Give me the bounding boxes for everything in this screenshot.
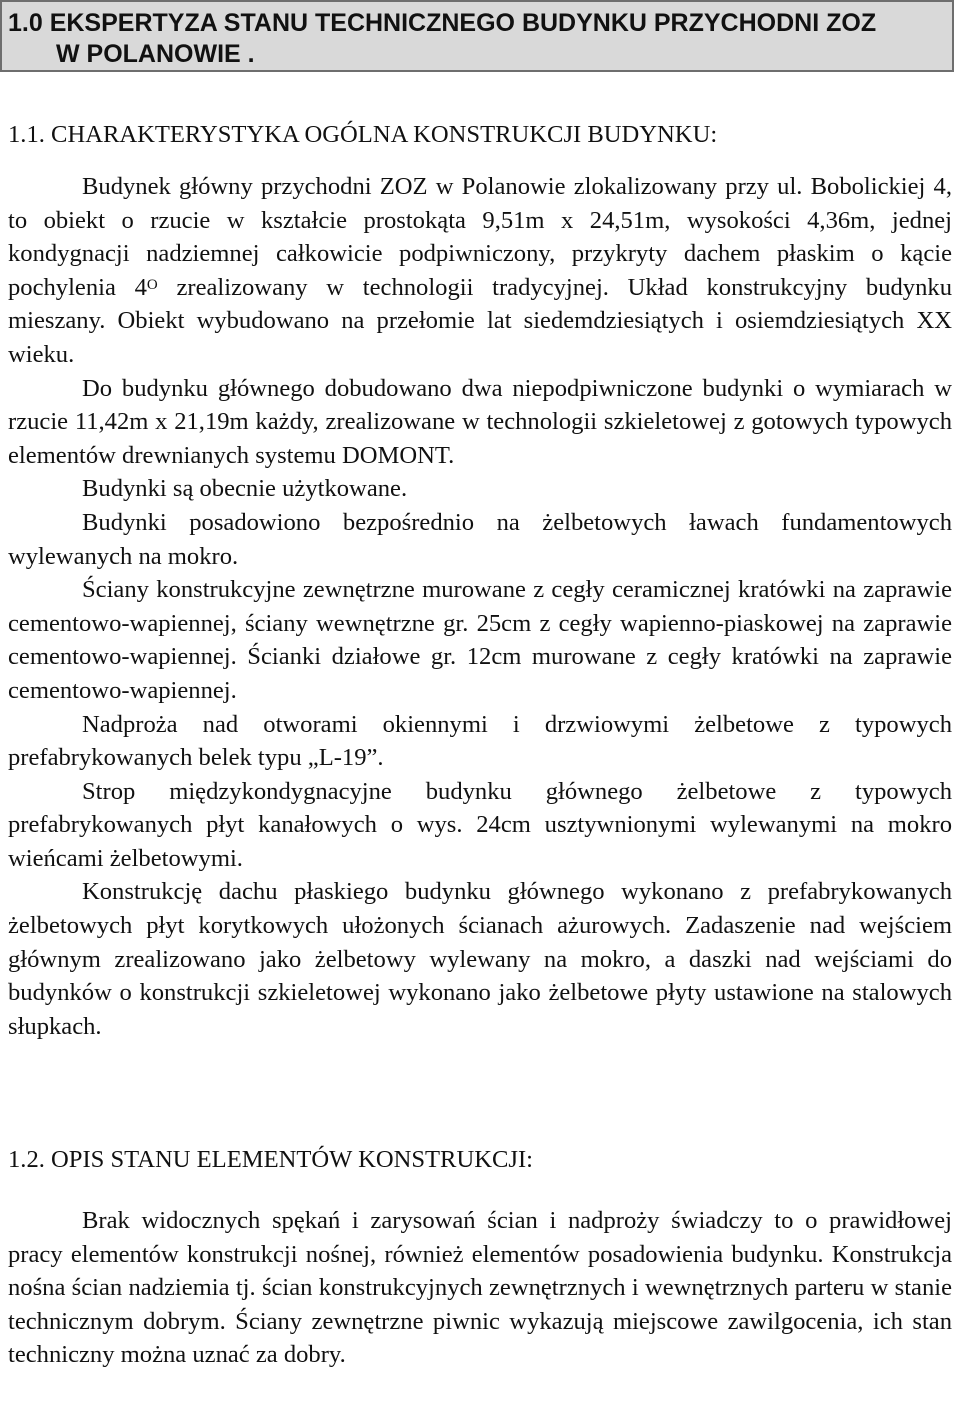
- section-heading-1-1: 1.1. CHARAKTERYSTYKA OGÓLNA KONSTRUKCJI BUDYNKU:: [8, 121, 718, 148]
- section-1-1-body: [8, 170, 952, 1043]
- paragraph-text: Budynek główny przychodni ZOZ w Polanowie zlokalizowany przy ul. Bobolickiej 4, to obiekt o rzucie w kształcie prostokąta 9,51m x 24,51m, wysokości 4,36m, jednej kondygnacji nadziemnej całkowicie podpiwniczony, przykryty dachem płaskim o kącie pochylenia 4: [8, 173, 952, 301]
- degree-superscript: O: [146, 276, 158, 293]
- section-heading-1-2: 1.2. OPIS STANU ELEMENTÓW KONSTRUKCJI:: [8, 1146, 533, 1173]
- paragraph: Brak widocznych spękań i zarysowań ścian i nadproży świadczy to o prawidłowej pracy elementów konstrukcji nośnej, również elementów posadowienia budynku. Konstrukcja nośna ścian nadziemia tj. ścian konstrukcyjnych zewnętrznych i wewnętrznych parteru w stanie technicznym dobrym. Ściany zewnętrzne piwnic wykazują miejscowe zawilgocenia, ich stan techniczny można uznać za dobry.: [8, 1207, 952, 1369]
- paragraph: Strop międzykondygnacyjne budynku głównego żelbetowe z typowych prefabrykowanych płyt kanałowych o wys. 24cm usztywnionymi wylewanymi na mokro wieńcami żelbetowymi.: [8, 777, 952, 872]
- paragraph: Konstrukcję dachu płaskiego budynku głównego wykonano z prefabrykowanych żelbetowych płyt korytkowych ułożonych ścianach ażurowych. Zadaszenie nad wejściem głównym zrealizowano jako żelbetowy wylewany na mokro, a daszki nad wejściami do budynków o konstrukcji szkieletowej wykonano jako żelbetowe płyty ustawione na stalowych słupkach.: [8, 878, 952, 1040]
- paragraph: Budynki posadowiono bezpośrednio na żelbetowych ławach fundamentowych wylewanych na mokro.: [8, 508, 952, 570]
- paragraph-text: zrealizowany w technologii tradycyjnej. Układ konstrukcyjny budynku mieszany. Obiekt wybudowano na przełomie lat siedemdziesiątych i osiemdziesiątych XX wieku.: [8, 273, 952, 368]
- paragraph: Budynki są obecnie użytkowane.: [82, 475, 408, 503]
- paragraph: Do budynku głównego dobudowano dwa niepodpiwniczone budynki o wymiarach w rzucie 11,42m x 21,19m każdy, zrealizowane w technologii szkieletowej z gotowych typowych elementów drewnianych systemu DOMONT.: [8, 374, 952, 469]
- chapter-title: [8, 8, 908, 70]
- chapter-title-line-2: W POLANOWIE .: [56, 40, 255, 68]
- chapter-title-line-1: 1.0 EKSPERTYZA STANU TECHNICZNEGO BUDYNKU PRZYCHODNI ZOZ: [8, 9, 877, 37]
- paragraph: Nadproża nad otworami okiennymi i drzwiowymi żelbetowe z typowych prefabrykowanych belek typu „L-19”.: [8, 710, 952, 772]
- paragraph: [8, 170, 952, 372]
- paragraph: Ściany konstrukcyjne zewnętrzne murowane z cegły ceramicznej kratówki na zaprawie cementowo-wapiennej, ściany wewnętrzne gr. 25cm z cegły wapienno-piaskowej na zaprawie cementowo-wapiennej. Ścianki działowe gr. 12cm murowane z cegły kratówki na zaprawie cementowo-wapiennej.: [8, 576, 952, 704]
- section-1-2-body: [8, 1204, 952, 1372]
